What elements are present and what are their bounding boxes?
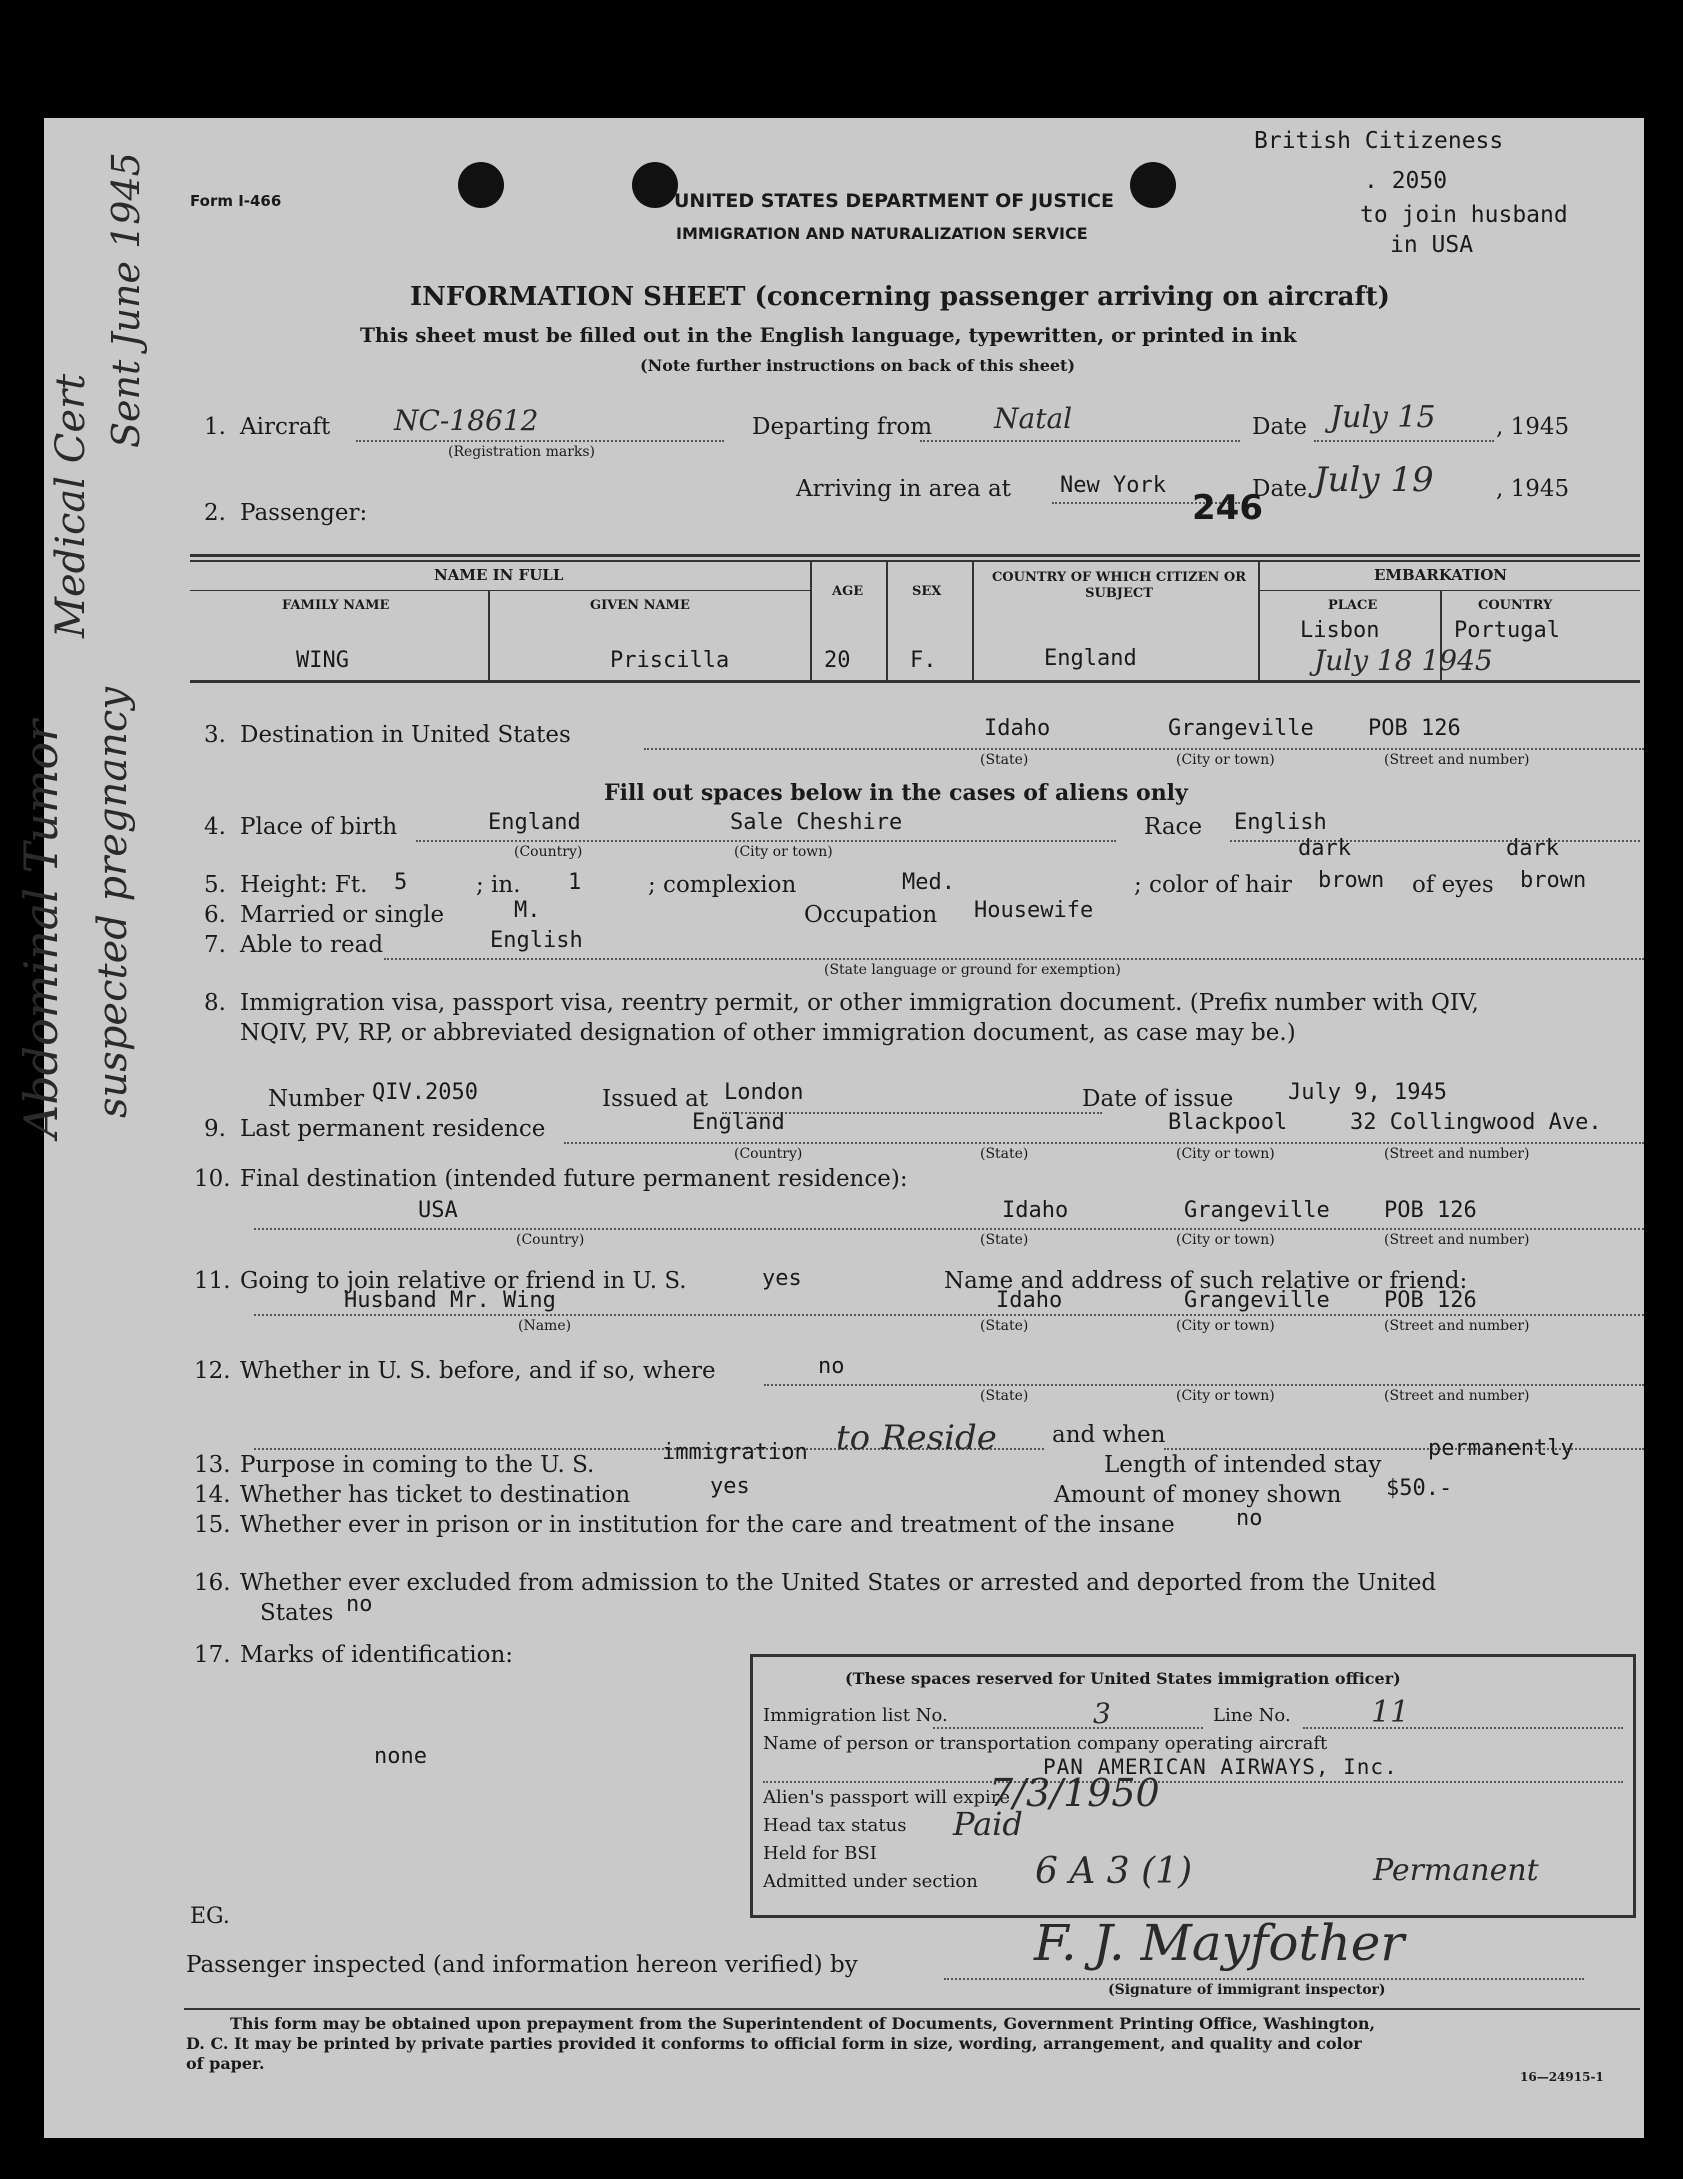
signature-line	[944, 1978, 1584, 1980]
footer-line3: of paper.	[186, 2054, 265, 2073]
q3-city: Grangeville	[1168, 716, 1314, 741]
form-subtitle: This sheet must be filled out in the English language, typewritten, or printed in ink	[360, 323, 1297, 347]
corner-note-3: to join husband	[1360, 202, 1568, 228]
prison-value: no	[1236, 1506, 1263, 1531]
q11-street-caption: (Street and number)	[1384, 1318, 1530, 1334]
q9-street-caption: (Street and number)	[1384, 1146, 1530, 1162]
q16-line1: Whether ever excluded from admission to the United States or arrested and deported from the United	[240, 1570, 1437, 1596]
q10-state-caption: (State)	[980, 1232, 1029, 1248]
arrival-date: July 19	[1314, 460, 1434, 500]
q11-label: Going to join relative or friend in U. S.	[240, 1268, 687, 1294]
q13-number: 13.	[194, 1452, 231, 1478]
family-name-header: FAMILY NAME	[282, 598, 390, 613]
corner-note-4: in USA	[1390, 232, 1474, 258]
q2-label: Passenger:	[240, 500, 368, 526]
operator-line	[763, 1781, 1623, 1783]
money-value: $50.-	[1386, 1476, 1453, 1501]
inspected-label: Passenger inspected (and information hereon verified) by	[186, 1952, 858, 1978]
service-name: IMMIGRATION AND NATURALIZATION SERVICE	[676, 224, 1088, 243]
q9-number: 9.	[204, 1116, 226, 1142]
occupation-value: Housewife	[974, 898, 1094, 923]
q12-state-caption: (State)	[980, 1388, 1029, 1404]
relative-city: Grangeville	[1184, 1288, 1330, 1313]
passport-expire-value: 7/3/1950	[989, 1771, 1160, 1815]
join-relative-value: yes	[762, 1266, 802, 1291]
list-no-line	[933, 1727, 1203, 1729]
q8-line1: Immigration visa, passport visa, reentry permit, or other immigration document. (Prefix number with QIV,	[240, 990, 1479, 1016]
footer-line2: D. C. It may be printed by private parties provided it conforms to official form in size, wording, arrangement, and quality and color	[186, 2034, 1362, 2053]
family-name-value: WING	[296, 648, 349, 673]
q4-line	[416, 840, 1116, 842]
q3-state-caption: (State)	[980, 752, 1029, 768]
q1-date-label: Date	[1252, 414, 1308, 440]
form-number: Form I-466	[190, 192, 282, 210]
issue-date: July 9, 1945	[1288, 1080, 1447, 1105]
q12-line	[764, 1384, 1644, 1386]
birth-country: England	[488, 810, 581, 835]
hair-label: ; color of hair	[1134, 872, 1292, 898]
operator-label: Name of person or transportation company operating aircraft	[763, 1733, 1328, 1754]
q3-line	[644, 748, 1644, 750]
punch-hole	[458, 162, 504, 208]
q3-label: Destination in United States	[240, 722, 571, 748]
citizen-country-header: COUNTRY OF WHICH CITIZEN OR SUBJECT	[991, 570, 1247, 601]
list-no-value: 3	[1093, 1697, 1111, 1730]
issued-at: London	[724, 1080, 804, 1105]
birth-country-caption: (Country)	[514, 844, 583, 860]
race-value: English	[1234, 810, 1327, 835]
q4-number: 4.	[204, 814, 226, 840]
visa-number-label: Number	[268, 1086, 365, 1112]
q13-label: Purpose in coming to the U. S.	[240, 1452, 595, 1478]
q10-number: 10.	[194, 1166, 231, 1192]
q1-number: 1.	[204, 414, 226, 440]
form-sheet	[14, 118, 1644, 2138]
money-label: Amount of money shown	[1054, 1482, 1342, 1508]
aircraft-caption: (Registration marks)	[448, 444, 596, 460]
residence-country: England	[692, 1110, 785, 1135]
final-state: Idaho	[1002, 1198, 1069, 1223]
aircraft-value: NC-18612	[394, 404, 539, 437]
form-note: (Note further instructions on back of this sheet)	[640, 356, 1076, 375]
list-no-label: Immigration list No.	[763, 1705, 948, 1726]
issued-label: Issued at	[602, 1086, 709, 1112]
q16-number: 16.	[194, 1570, 231, 1596]
officer-box	[750, 1654, 1636, 1918]
q6-number: 6.	[204, 902, 226, 928]
read-caption: (State language or ground for exemption)	[824, 962, 1121, 978]
height-inches: 1	[568, 870, 582, 895]
embarkation-header: EMBARKATION	[1374, 566, 1508, 584]
length-of-stay-value: permanently	[1428, 1436, 1574, 1461]
aliens-heading: Fill out spaces below in the cases of aliens only	[604, 780, 1188, 806]
form-title: INFORMATION SHEET (concerning passenger arriving on aircraft)	[410, 282, 1390, 312]
q8-number: 8.	[204, 990, 226, 1016]
given-name-value: Priscilla	[610, 648, 730, 673]
head-tax-value: Paid	[953, 1805, 1023, 1843]
q11-number: 11.	[194, 1268, 231, 1294]
q6-label: Married or single	[240, 902, 445, 928]
footer-line1: This form may be obtained upon prepayment from the Superintendent of Documents, Government Printing Office, Washington,	[230, 2014, 1376, 2033]
departing-value: Natal	[994, 402, 1073, 435]
passport-expire-label: Alien's passport will expire	[763, 1787, 1011, 1808]
relative-street: POB 126	[1384, 1288, 1477, 1313]
sex-header: SEX	[912, 584, 942, 599]
q12-number: 12.	[194, 1358, 231, 1384]
place-header: PLACE	[1328, 598, 1378, 613]
arriving-label: Arriving in area at	[796, 476, 1011, 502]
q10-label: Final destination (intended future permanent residence):	[240, 1166, 908, 1192]
q15-number: 15.	[194, 1512, 231, 1538]
final-street: POB 126	[1384, 1198, 1477, 1223]
departing-line	[920, 440, 1240, 442]
stamp-number: 246	[1192, 488, 1263, 528]
q9-state-caption: (State)	[980, 1146, 1029, 1162]
q14-number: 14.	[194, 1482, 231, 1508]
q11-name-caption: (Name)	[518, 1318, 572, 1334]
birth-city: Sale Cheshire	[730, 810, 903, 835]
margin-note-4: Sent June 1945	[104, 152, 148, 448]
q4-label: Place of birth	[240, 814, 398, 840]
height-feet: 5	[394, 870, 408, 895]
given-name-header: GIVEN NAME	[590, 598, 690, 613]
visa-number: QIV.2050	[372, 1080, 478, 1105]
marital-value: M.	[514, 898, 541, 923]
complexion-label: ; complexion	[648, 872, 797, 898]
relative-name: Husband Mr. Wing	[344, 1288, 556, 1313]
q1-label: Aircraft	[240, 414, 331, 440]
race-label: Race	[1144, 814, 1203, 840]
officer-box-heading: (These spaces reserved for United States immigration officer)	[845, 1669, 1401, 1688]
admitted-section-value: 6 A 3 (1)	[1035, 1851, 1193, 1892]
department-name: UNITED STATES DEPARTMENT OF JUSTICE	[674, 190, 1114, 212]
q7-label: Able to read	[240, 932, 384, 958]
age-value: 20	[824, 648, 851, 673]
departure-year: , 1945	[1496, 414, 1570, 440]
q15-label: Whether ever in prison or in institution for the care and treatment of the insane	[240, 1512, 1175, 1538]
q1-line	[356, 440, 724, 442]
q3-state: Idaho	[984, 716, 1051, 741]
corner-note-2: . 2050	[1364, 168, 1448, 194]
eg-initials: EG.	[190, 1904, 230, 1929]
residence-city: Blackpool	[1168, 1110, 1288, 1135]
residence-street: 32 Collingwood Ave.	[1350, 1110, 1602, 1135]
q10-city-caption: (City or town)	[1176, 1232, 1275, 1248]
q10-country-caption: (Country)	[516, 1232, 585, 1248]
emb-country-value: Portugal	[1454, 618, 1560, 643]
q10-street-caption: (Street and number)	[1384, 1232, 1530, 1248]
complexion-value: Med.	[902, 870, 955, 895]
excluded-value: no	[346, 1592, 373, 1617]
q7-number: 7.	[204, 932, 226, 958]
name-in-full-header: NAME IN FULL	[434, 566, 564, 584]
line-no-value: 11	[1371, 1695, 1410, 1730]
q12-label: Whether in U. S. before, and if so, where	[240, 1358, 716, 1384]
occupation-label: Occupation	[804, 902, 938, 928]
eyes-value: brown	[1520, 868, 1587, 893]
final-country: USA	[418, 1198, 458, 1223]
emb-place-value: Lisbon	[1300, 618, 1380, 643]
q9-city-caption: (City or town)	[1176, 1146, 1275, 1162]
q3-city-caption: (City or town)	[1176, 752, 1275, 768]
hair-dark: dark	[1298, 836, 1351, 861]
head-tax-label: Head tax status	[763, 1815, 907, 1836]
read-language: English	[490, 928, 583, 953]
admitted-section-label: Admitted under section	[763, 1871, 978, 1892]
arrival-year: , 1945	[1496, 476, 1570, 502]
purpose-handwritten: to Reside	[836, 1418, 997, 1458]
q11-line	[254, 1314, 1644, 1316]
eyes-dark: dark	[1506, 836, 1559, 861]
departing-label: Departing from	[752, 414, 933, 440]
q7-line	[384, 958, 1644, 960]
q14-label: Whether has ticket to destination	[240, 1482, 631, 1508]
q1-date-line	[1314, 440, 1494, 442]
q5-inches-label: ; in.	[476, 872, 521, 898]
margin-note-2: suspected pregnancy	[90, 687, 136, 1118]
q17-label: Marks of identification:	[240, 1642, 514, 1668]
hair-value: brown	[1318, 868, 1385, 893]
and-when-label: and when	[1052, 1422, 1166, 1448]
q5-height-label: Height: Ft.	[240, 872, 368, 898]
bsi-label: Held for BSI	[763, 1843, 877, 1864]
corner-note-1: British Citizeness	[1254, 128, 1504, 154]
signature-caption: (Signature of immigrant inspector)	[1108, 1982, 1386, 1998]
q9-line	[564, 1142, 1644, 1144]
q3-number: 3.	[204, 722, 226, 748]
line-no-label: Line No.	[1213, 1705, 1291, 1726]
line-no-line	[1303, 1727, 1623, 1729]
ticket-value: yes	[710, 1474, 750, 1499]
punch-hole	[1130, 162, 1176, 208]
operator-value: PAN AMERICAN AIRWAYS, Inc.	[1043, 1755, 1398, 1779]
eyes-label: of eyes	[1412, 872, 1494, 898]
footer-rule	[184, 2008, 1640, 2010]
birth-city-caption: (City or town)	[734, 844, 833, 860]
length-of-stay-label: Length of intended stay	[1104, 1452, 1382, 1478]
q16-line2: States	[260, 1600, 334, 1626]
q5-number: 5.	[204, 872, 226, 898]
q10-line	[254, 1228, 1644, 1230]
q11-state-caption: (State)	[980, 1318, 1029, 1334]
relative-state: Idaho	[996, 1288, 1063, 1313]
q8-line2: NQIV, PV, RP, or abbreviated designation of other immigration document, as case may be.)	[240, 1020, 1296, 1046]
punch-hole	[632, 162, 678, 208]
inspector-signature: F. J. Mayfother	[1034, 1914, 1405, 1972]
been-in-us-value: no	[818, 1354, 845, 1379]
departure-date: July 15	[1330, 400, 1436, 435]
arrival-date-label: Date	[1252, 476, 1308, 502]
admitted-note: Permanent	[1373, 1853, 1539, 1888]
q3-street: POB 126	[1368, 716, 1461, 741]
form-code: 16—24915-1	[1520, 2070, 1604, 2084]
issue-date-label: Date of issue	[1082, 1086, 1234, 1112]
q11-city-caption: (City or town)	[1176, 1318, 1275, 1334]
arriving-value: New York	[1060, 473, 1166, 498]
q2-number: 2.	[204, 500, 226, 526]
q17-number: 17.	[194, 1642, 231, 1668]
q9-label: Last permanent residence	[240, 1116, 546, 1142]
final-city: Grangeville	[1184, 1198, 1330, 1223]
emb-date-value: July 18 1945	[1314, 644, 1493, 677]
q12-street-caption: (Street and number)	[1384, 1388, 1530, 1404]
emb-country-header: COUNTRY	[1478, 598, 1553, 613]
margin-note-3: Medical Cert	[48, 373, 94, 638]
purpose-value: immigration	[662, 1440, 808, 1465]
citizen-value: England	[1044, 646, 1137, 671]
id-marks-value: none	[374, 1744, 427, 1769]
race-line	[1230, 840, 1640, 842]
sex-value: F.	[910, 648, 937, 673]
q12-city-caption: (City or town)	[1176, 1388, 1275, 1404]
margin-note-1: Abdominal Tumor	[14, 719, 68, 1138]
q11-label2: Name and address of such relative or friend:	[944, 1268, 1468, 1294]
q9-country-caption: (Country)	[734, 1146, 803, 1162]
q3-street-caption: (Street and number)	[1384, 752, 1530, 768]
age-header: AGE	[832, 584, 864, 599]
